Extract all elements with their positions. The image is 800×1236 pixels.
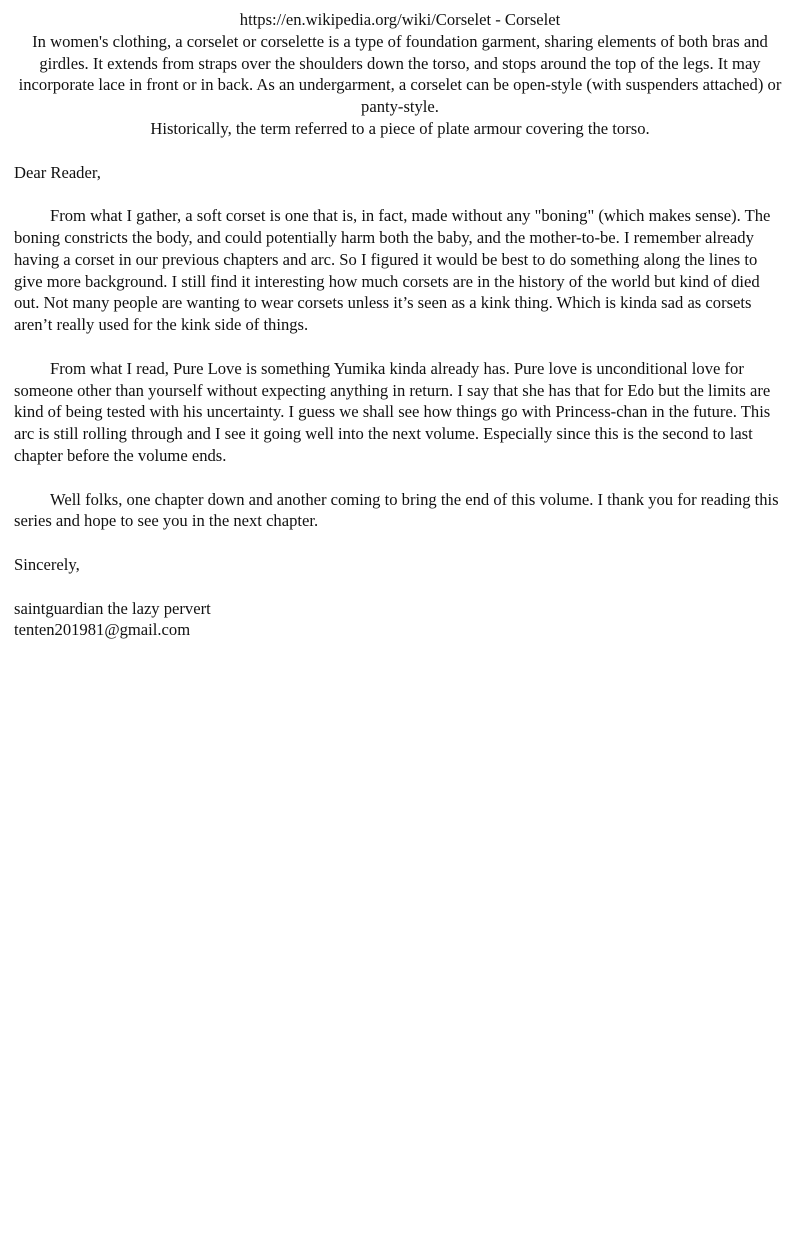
- wikipedia-excerpt: [14, 9, 786, 140]
- spacer: [14, 467, 786, 489]
- signature-name: saintguardian the lazy pervert: [14, 598, 211, 618]
- spacer: [14, 532, 786, 554]
- letter-body: [14, 162, 786, 642]
- source-line: https://en.wikipedia.org/wiki/Corselet - Corselet: [239, 10, 561, 29]
- definition-paragraph: In women's clothing, a corselet or corselette is a type of foundation garment, sharing elements of both bras and girdles. It extends from straps over the shoulders down the torso, and stops around the top of the legs. It may incorporate lace in front or in back. As an undergarment, a corselet can be open-style (with suspenders attached) or panty-style.: [18, 31, 782, 117]
- spacer: [14, 140, 786, 162]
- spacer: [14, 576, 786, 598]
- signature-email: tenten201981@gmail.com: [14, 620, 191, 640]
- closing: Sincerely,: [14, 554, 80, 574]
- spacer: [14, 336, 786, 358]
- letter-paragraph: From what I read, Pure Love is something Yumika kinda already has. Pure love is unconditional love for someone other than yourself without expecting anything in return. I say that she has that for Edo but the limits are kind of being tested with his uncertainty. I guess we shall see how things go with Princess-chan in the future. This arc is still rolling through and I see it going well into the next volume. Especially since this is the second to last chapter before the volume ends.: [14, 358, 771, 465]
- letter-paragraph: From what I gather, a soft corset is one that is, in fact, made without any "boning" (which makes sense). The boning constricts the body, and could potentially harm both the baby, and the mother-to-be. I remember already having a corset in our previous chapters and arc. So I figured it would be best to do something along the lines to give more background. I still find it interesting how much corsets are in the history of the world but kind of died out. Not many people are wanting to wear corsets unless it’s seen as a kink thing. Which is kinda sad as corsets aren’t really used for the kink side of things.: [14, 206, 771, 335]
- spacer: [14, 183, 786, 205]
- letter-paragraph: Well folks, one chapter down and another coming to bring the end of this volume. I thank you for reading this series and hope to see you in the next chapter.: [14, 489, 779, 531]
- historical-note: Historically, the term referred to a piece of plate armour covering the torso.: [150, 118, 650, 138]
- greeting: Dear Reader,: [14, 162, 101, 182]
